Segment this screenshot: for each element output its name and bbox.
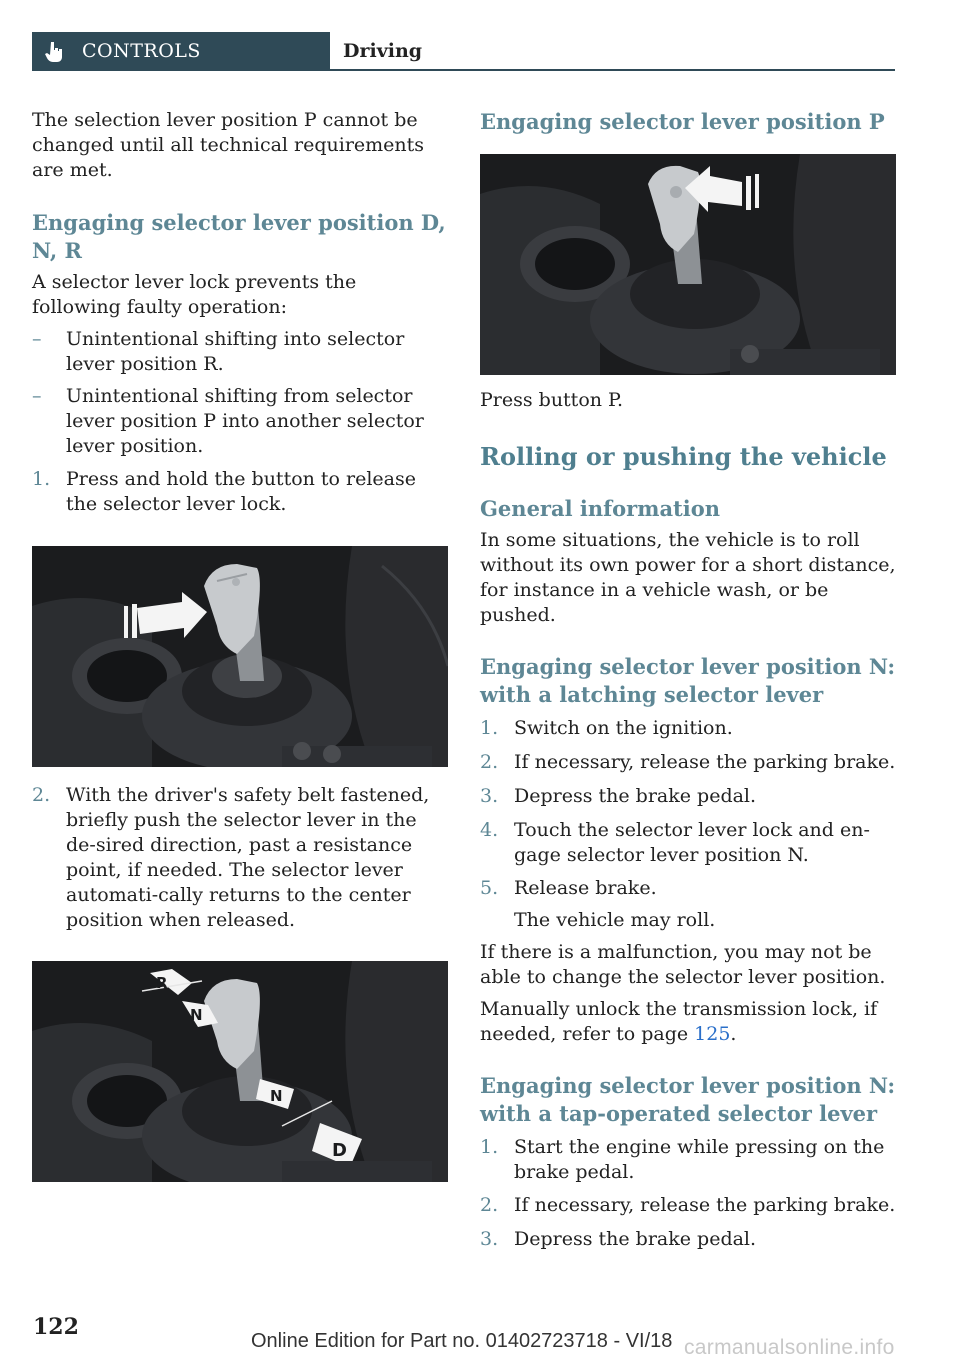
page-reference-link[interactable]: 125	[694, 1023, 731, 1045]
list-item	[32, 327, 448, 377]
step-number: 2.	[480, 1194, 499, 1216]
chapter-title: Driving	[343, 40, 423, 62]
list-item	[480, 1135, 896, 1185]
step-number: 4.	[480, 819, 499, 841]
button-p-photo	[480, 154, 896, 375]
press-button-text: Press button P.	[480, 389, 624, 411]
direction-label-n2: N	[270, 1087, 283, 1105]
direction-label-d: D	[332, 1140, 347, 1161]
list-item-text: Unintentional shifting into selector lever position R.	[66, 328, 405, 375]
right-column	[480, 108, 896, 1252]
edition-footer: Online Edition for Part no. 01402723718 - VI/18	[251, 1330, 673, 1352]
heading-general-info: General information	[480, 496, 721, 521]
step-text: Release brake.	[514, 877, 657, 899]
step-number: 1.	[480, 717, 499, 739]
step-number: 5.	[480, 877, 499, 899]
step-number: 1.	[32, 468, 51, 490]
step-text: Touch the selector lever lock and en‐gage selector lever position N.	[514, 819, 870, 866]
step-text: Press and hold the button to release the selector lever lock.	[66, 468, 416, 515]
left-column	[32, 108, 448, 1182]
selector-lever-directions-photo	[32, 961, 448, 1182]
manual-unlock-end: .	[730, 1023, 737, 1045]
list-item	[32, 467, 448, 517]
step-text: Switch on the ignition.	[514, 717, 733, 739]
heading-dnr: Engaging selector lever position D, N, R	[32, 210, 446, 263]
roll-note: The vehicle may roll.	[514, 909, 716, 931]
heading-tap: Engaging selector lever position N: with a tap-operated selector lever	[480, 1073, 896, 1126]
heading-latching: Engaging selector lever position N: with a latching selector lever	[480, 654, 896, 707]
intro-paragraph: The selection lever position P cannot be changed until all technical requirements are met.	[32, 109, 425, 181]
list-item	[480, 876, 896, 901]
list-item-text: Unintentional shifting from selector lever position P into another selector lever position.	[66, 385, 424, 457]
step-number: 2.	[32, 784, 51, 806]
step-text: Start the engine while pressing on the brake pedal.	[514, 1136, 885, 1183]
hand-pointer-icon	[44, 41, 64, 63]
lock-paragraph: A selector lever lock prevents the following faulty operation:	[32, 271, 357, 318]
list-item	[480, 1193, 896, 1218]
list-item	[480, 750, 896, 775]
list-item	[32, 384, 448, 459]
dash-marker: –	[32, 385, 42, 407]
manual-unlock-paragraph	[480, 997, 896, 1047]
general-paragraph: In some situations, the vehicle is to roll without its own power for a short distance, for instance in a vehicle wash, or be pushed.	[480, 529, 896, 626]
malfunction-paragraph: If there is a malfunction, you may not be able to change the selector lever position.	[480, 941, 886, 988]
section-title: CONTROLS	[82, 40, 201, 62]
chapter-bar	[330, 32, 895, 71]
selector-lever-lock-photo	[32, 546, 448, 767]
page-number: 122	[33, 1314, 79, 1340]
list-item	[480, 1227, 896, 1252]
heading-rolling: Rolling or pushing the vehicle	[480, 442, 887, 471]
step-text: Depress the brake pedal.	[514, 785, 757, 807]
direction-label-n: N	[190, 1006, 203, 1024]
step-text: Depress the brake pedal.	[514, 1228, 757, 1250]
section-tab	[32, 32, 330, 71]
heading-engage-p: Engaging selector lever position P	[480, 109, 885, 134]
step-text: If necessary, release the parking brake.	[514, 751, 896, 773]
list-item	[480, 784, 896, 809]
list-item	[32, 783, 448, 933]
step-text: If necessary, release the parking brake.	[514, 1194, 896, 1216]
manual-unlock-text: Manually unlock the transmission lock, if needed, refer to page	[480, 998, 878, 1045]
step-text: With the driver's safety belt fastened, briefly push the selector lever in the de‐sired direction, past a resistance point, if needed. The selector lever automati‐cally returns to the center position when released.	[66, 784, 430, 931]
step-number: 1.	[480, 1136, 499, 1158]
direction-label-r: R	[156, 974, 168, 992]
watermark: carmanualsonline.info	[684, 1336, 895, 1359]
list-item	[480, 716, 896, 741]
dash-marker: –	[32, 328, 42, 350]
step-number: 2.	[480, 751, 499, 773]
list-item	[480, 818, 896, 868]
page-header	[32, 32, 895, 71]
step-number: 3.	[480, 785, 499, 807]
step-number: 3.	[480, 1228, 499, 1250]
